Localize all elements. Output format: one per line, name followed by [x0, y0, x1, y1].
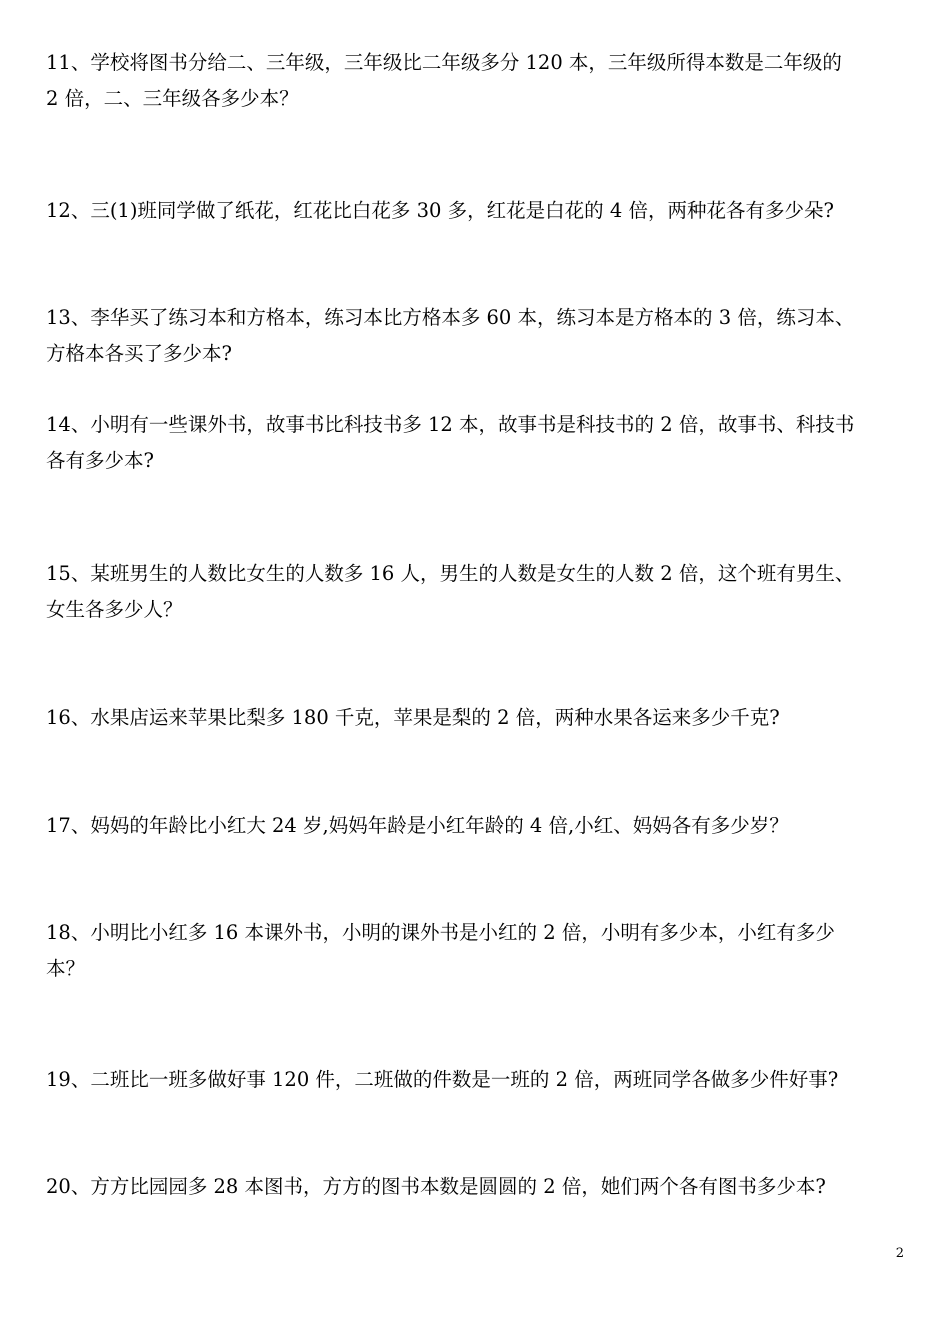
question-16 — [46, 707, 916, 729]
question-17-line-1: 17、妈妈的年龄比小红大 24 岁,妈妈年龄是小红年龄的 4 倍,小红、妈妈各有多少岁？ — [46, 814, 789, 837]
question-18-line-2: 本？ — [46, 957, 86, 980]
question-20 — [46, 1176, 916, 1198]
question-12-line-1: 12、三(1)班同学做了纸花，红花比白花多 30 多，红花是白花的 4 倍，两种花各有多少朵? — [46, 199, 834, 222]
question-13-line-2: 方格本各买了多少本? — [46, 342, 232, 365]
question-11-line-2: 2 倍，二、三年级各多少本？ — [46, 87, 299, 110]
question-16-line-1: 16、水果店运来苹果比梨多 180 千克，苹果是梨的 2 倍，两种水果各运来多少千克? — [46, 706, 780, 729]
question-17 — [46, 815, 916, 837]
question-18 — [46, 922, 916, 980]
question-20-line-1: 20、方方比园园多 28 本图书，方方的图书本数是圆圆的 2 倍，她们两个各有图书多少本? — [46, 1175, 826, 1198]
question-14-line-1: 14、小明有一些课外书，故事书比科技书多 12 本，故事书是科技书的 2 倍，故事书、科技书 — [46, 413, 855, 436]
question-11 — [46, 52, 916, 110]
question-15-line-1: 15、某班男生的人数比女生的人数多 16 人，男生的人数是女生的人数 2 倍，这个班有男生、 — [46, 562, 855, 585]
question-13-line-1: 13、李华买了练习本和方格本，练习本比方格本多 60 本，练习本是方格本的 3 倍，练习本、 — [46, 306, 855, 329]
question-13 — [46, 307, 916, 365]
question-12 — [46, 200, 916, 222]
page-number: 2 — [895, 1246, 904, 1261]
question-19 — [46, 1069, 916, 1091]
question-11-line-1: 11、学校将图书分给二、三年级，三年级比二年级多分 120 本，三年级所得本数是二年级的 — [46, 51, 842, 74]
question-14 — [46, 414, 916, 472]
question-15 — [46, 563, 916, 621]
question-14-line-2: 各有多少本? — [46, 449, 154, 472]
question-19-line-1: 19、二班比一班多做好事 120 件，二班做的件数是一班的 2 倍，两班同学各做多少件好事? — [46, 1068, 839, 1091]
question-18-line-1: 18、小明比小红多 16 本课外书，小明的课外书是小红的 2 倍，小明有多少本，小红有多少 — [46, 921, 835, 944]
question-15-line-2: 女生各多少人？ — [46, 598, 183, 621]
